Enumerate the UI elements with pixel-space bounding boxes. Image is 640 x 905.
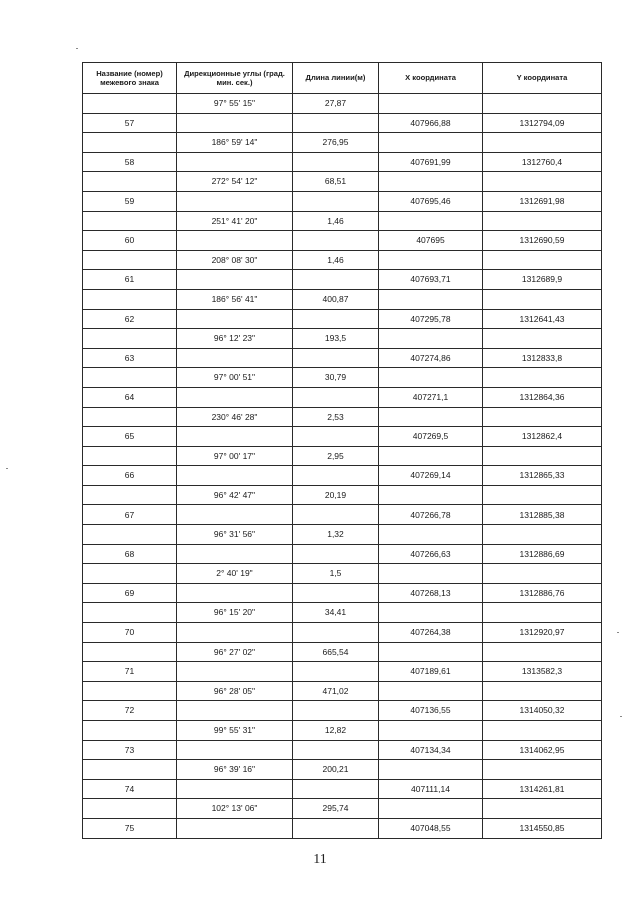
- table-row: [83, 603, 602, 623]
- bearing-cell: 99° 55' 31": [177, 721, 293, 741]
- page-number: 11: [313, 852, 327, 867]
- marker-name-cell: [83, 564, 177, 584]
- table-row: [83, 799, 602, 819]
- x-coordinate-cell: 407266,78: [379, 505, 483, 525]
- marker-name-cell: [83, 329, 177, 349]
- y-coordinate-cell: [483, 525, 602, 545]
- x-coordinate-cell: [379, 211, 483, 231]
- y-coordinate-cell: 1312864,36: [483, 387, 602, 407]
- line-length-cell: [293, 427, 379, 447]
- y-coordinate-cell: 1314550,85: [483, 818, 602, 838]
- bearing-cell: [177, 427, 293, 447]
- marker-name-cell: [83, 172, 177, 192]
- line-length-cell: 295,74: [293, 799, 379, 819]
- line-length-cell: 276,95: [293, 133, 379, 153]
- x-coordinate-cell: [379, 289, 483, 309]
- x-coordinate-cell: 407269,5: [379, 427, 483, 447]
- line-length-cell: 68,51: [293, 172, 379, 192]
- line-length-cell: [293, 779, 379, 799]
- bearing-cell: 272° 54' 12": [177, 172, 293, 192]
- marker-name-cell: 65: [83, 427, 177, 447]
- y-coordinate-cell: 1312885,38: [483, 505, 602, 525]
- line-length-cell: [293, 740, 379, 760]
- table-row: [83, 270, 602, 290]
- marker-name-cell: 68: [83, 544, 177, 564]
- y-coordinate-cell: 1314050,32: [483, 701, 602, 721]
- y-coordinate-cell: 1312691,98: [483, 191, 602, 211]
- table-row: [83, 133, 602, 153]
- bearing-cell: 2° 40' 19": [177, 564, 293, 584]
- line-length-cell: 30,79: [293, 368, 379, 388]
- line-length-cell: 12,82: [293, 721, 379, 741]
- marker-name-cell: [83, 94, 177, 114]
- scan-speck: [76, 48, 78, 49]
- y-coordinate-cell: 1312886,76: [483, 583, 602, 603]
- table-row: [83, 740, 602, 760]
- table-row: [83, 818, 602, 838]
- bearing-cell: 96° 28' 05": [177, 681, 293, 701]
- x-coordinate-cell: [379, 721, 483, 741]
- bearing-cell: 97° 00' 51": [177, 368, 293, 388]
- y-coordinate-cell: 1312862,4: [483, 427, 602, 447]
- marker-name-cell: 64: [83, 387, 177, 407]
- bearing-cell: [177, 466, 293, 486]
- bearing-cell: [177, 662, 293, 682]
- line-length-cell: 193,5: [293, 329, 379, 349]
- bearing-cell: 96° 27' 02": [177, 642, 293, 662]
- marker-name-cell: [83, 681, 177, 701]
- bearing-cell: 96° 15' 20": [177, 603, 293, 623]
- x-coordinate-cell: 407111,14: [379, 779, 483, 799]
- x-coordinate-cell: [379, 564, 483, 584]
- y-coordinate-cell: [483, 289, 602, 309]
- y-coordinate-cell: [483, 603, 602, 623]
- marker-name-cell: 75: [83, 818, 177, 838]
- x-coordinate-cell: 407691,99: [379, 152, 483, 172]
- x-coordinate-cell: 407695: [379, 231, 483, 251]
- bearing-cell: 96° 39' 16": [177, 760, 293, 780]
- line-length-cell: 2,53: [293, 407, 379, 427]
- marker-name-cell: 69: [83, 583, 177, 603]
- bearing-cell: [177, 113, 293, 133]
- x-coordinate-cell: 407695,46: [379, 191, 483, 211]
- x-coordinate-cell: [379, 525, 483, 545]
- y-coordinate-cell: [483, 446, 602, 466]
- bearing-cell: [177, 191, 293, 211]
- line-length-cell: 400,87: [293, 289, 379, 309]
- marker-name-cell: 61: [83, 270, 177, 290]
- x-coordinate-cell: 407271,1: [379, 387, 483, 407]
- bearing-cell: 251° 41' 20": [177, 211, 293, 231]
- marker-name-cell: 71: [83, 662, 177, 682]
- bearing-cell: 96° 12' 23": [177, 329, 293, 349]
- y-coordinate-cell: [483, 94, 602, 114]
- table-row: [83, 662, 602, 682]
- scan-speck: [6, 468, 8, 469]
- x-coordinate-cell: [379, 94, 483, 114]
- table-row: [83, 564, 602, 584]
- y-coordinate-cell: [483, 250, 602, 270]
- marker-name-cell: 72: [83, 701, 177, 721]
- line-length-cell: [293, 309, 379, 329]
- y-coordinate-cell: 1312865,33: [483, 466, 602, 486]
- marker-name-cell: [83, 799, 177, 819]
- marker-name-cell: [83, 368, 177, 388]
- x-coordinate-cell: 407274,86: [379, 348, 483, 368]
- header-line-length: Длина линии(м): [293, 63, 379, 94]
- table-row: [83, 525, 602, 545]
- marker-name-cell: 63: [83, 348, 177, 368]
- line-length-cell: 1,46: [293, 211, 379, 231]
- x-coordinate-cell: [379, 368, 483, 388]
- x-coordinate-cell: 407268,13: [379, 583, 483, 603]
- line-length-cell: 1,46: [293, 250, 379, 270]
- bearing-cell: [177, 544, 293, 564]
- x-coordinate-cell: [379, 133, 483, 153]
- x-coordinate-cell: [379, 485, 483, 505]
- y-coordinate-cell: [483, 642, 602, 662]
- x-coordinate-cell: 407693,71: [379, 270, 483, 290]
- bearing-cell: [177, 740, 293, 760]
- line-length-cell: [293, 270, 379, 290]
- bearing-cell: [177, 387, 293, 407]
- marker-name-cell: [83, 760, 177, 780]
- marker-name-cell: [83, 289, 177, 309]
- marker-name-cell: 62: [83, 309, 177, 329]
- marker-name-cell: [83, 721, 177, 741]
- bearing-cell: 96° 42' 47": [177, 485, 293, 505]
- bearing-cell: 97° 00' 17": [177, 446, 293, 466]
- line-length-cell: [293, 152, 379, 172]
- line-length-cell: 1,32: [293, 525, 379, 545]
- y-coordinate-cell: 1313582,3: [483, 662, 602, 682]
- line-length-cell: [293, 505, 379, 525]
- bearing-cell: [177, 583, 293, 603]
- x-coordinate-cell: [379, 407, 483, 427]
- line-length-cell: [293, 348, 379, 368]
- y-coordinate-cell: 1312794,09: [483, 113, 602, 133]
- bearing-cell: 102° 13' 06": [177, 799, 293, 819]
- line-length-cell: [293, 113, 379, 133]
- bearing-cell: [177, 701, 293, 721]
- bearing-cell: [177, 779, 293, 799]
- y-coordinate-cell: [483, 721, 602, 741]
- marker-name-cell: [83, 485, 177, 505]
- header-bearing: Дирекционные углы (град. мин. сек.): [177, 63, 293, 94]
- y-coordinate-cell: [483, 133, 602, 153]
- table-row: [83, 505, 602, 525]
- y-coordinate-cell: 1312641,43: [483, 309, 602, 329]
- bearing-cell: [177, 231, 293, 251]
- table-row: [83, 152, 602, 172]
- table-row: [83, 329, 602, 349]
- x-coordinate-cell: [379, 250, 483, 270]
- table-row: [83, 446, 602, 466]
- y-coordinate-cell: [483, 172, 602, 192]
- y-coordinate-cell: 1312886,69: [483, 544, 602, 564]
- bearing-cell: 186° 56' 41": [177, 289, 293, 309]
- line-length-cell: [293, 231, 379, 251]
- scan-speck: [617, 632, 619, 633]
- table-row: [83, 113, 602, 133]
- bearing-cell: [177, 309, 293, 329]
- line-length-cell: 665,54: [293, 642, 379, 662]
- table-row: [83, 387, 602, 407]
- header-row: [83, 63, 602, 94]
- line-length-cell: [293, 818, 379, 838]
- line-length-cell: [293, 466, 379, 486]
- y-coordinate-cell: 1312833,8: [483, 348, 602, 368]
- line-length-cell: 27,87: [293, 94, 379, 114]
- y-coordinate-cell: 1312760,4: [483, 152, 602, 172]
- line-length-cell: 2,95: [293, 446, 379, 466]
- y-coordinate-cell: [483, 799, 602, 819]
- table-row: [83, 289, 602, 309]
- y-coordinate-cell: 1314062,95: [483, 740, 602, 760]
- table-row: [83, 681, 602, 701]
- table-row: [83, 407, 602, 427]
- x-coordinate-cell: [379, 172, 483, 192]
- bearing-cell: [177, 505, 293, 525]
- bearing-cell: [177, 348, 293, 368]
- y-coordinate-cell: 1312920,97: [483, 623, 602, 643]
- y-coordinate-cell: [483, 485, 602, 505]
- marker-name-cell: 67: [83, 505, 177, 525]
- table-row: [83, 701, 602, 721]
- x-coordinate-cell: [379, 603, 483, 623]
- table-row: [83, 466, 602, 486]
- marker-name-cell: 57: [83, 113, 177, 133]
- line-length-cell: 20,19: [293, 485, 379, 505]
- header-x-coordinate: X координата: [379, 63, 483, 94]
- marker-name-cell: 73: [83, 740, 177, 760]
- x-coordinate-cell: 407189,61: [379, 662, 483, 682]
- bearing-cell: 97° 55' 15": [177, 94, 293, 114]
- table-header: [83, 63, 602, 94]
- y-coordinate-cell: [483, 564, 602, 584]
- line-length-cell: 471,02: [293, 681, 379, 701]
- marker-name-cell: [83, 603, 177, 623]
- boundary-coordinates-table: [82, 62, 602, 839]
- marker-name-cell: 66: [83, 466, 177, 486]
- table-row: [83, 94, 602, 114]
- x-coordinate-cell: [379, 681, 483, 701]
- y-coordinate-cell: 1312690,59: [483, 231, 602, 251]
- x-coordinate-cell: [379, 446, 483, 466]
- y-coordinate-cell: [483, 681, 602, 701]
- marker-name-cell: [83, 642, 177, 662]
- marker-name-cell: [83, 446, 177, 466]
- marker-name-cell: 59: [83, 191, 177, 211]
- table-row: [83, 642, 602, 662]
- bearing-cell: [177, 818, 293, 838]
- x-coordinate-cell: 407966,88: [379, 113, 483, 133]
- table-row: [83, 231, 602, 251]
- x-coordinate-cell: [379, 760, 483, 780]
- line-length-cell: [293, 662, 379, 682]
- x-coordinate-cell: [379, 329, 483, 349]
- marker-name-cell: [83, 250, 177, 270]
- y-coordinate-cell: 1314261,81: [483, 779, 602, 799]
- bearing-cell: [177, 623, 293, 643]
- header-y-coordinate: Y координата: [483, 63, 602, 94]
- y-coordinate-cell: [483, 407, 602, 427]
- y-coordinate-cell: 1312689,9: [483, 270, 602, 290]
- bearing-cell: 186° 59' 14": [177, 133, 293, 153]
- x-coordinate-cell: 407134,34: [379, 740, 483, 760]
- marker-name-cell: 74: [83, 779, 177, 799]
- x-coordinate-cell: 407266,63: [379, 544, 483, 564]
- marker-name-cell: 60: [83, 231, 177, 251]
- y-coordinate-cell: [483, 329, 602, 349]
- table-row: [83, 721, 602, 741]
- x-coordinate-cell: 407295,78: [379, 309, 483, 329]
- bearing-cell: 208° 08' 30": [177, 250, 293, 270]
- header-marker-name: Название (номер) межевого знака: [83, 63, 177, 94]
- marker-name-cell: 70: [83, 623, 177, 643]
- x-coordinate-cell: [379, 642, 483, 662]
- marker-name-cell: 58: [83, 152, 177, 172]
- table-row: [83, 779, 602, 799]
- x-coordinate-cell: 407269,14: [379, 466, 483, 486]
- line-length-cell: [293, 387, 379, 407]
- x-coordinate-cell: 407048,55: [379, 818, 483, 838]
- table-row: [83, 544, 602, 564]
- bearing-cell: 230° 46' 28": [177, 407, 293, 427]
- table-body: [83, 94, 602, 839]
- table-row: [83, 368, 602, 388]
- x-coordinate-cell: [379, 799, 483, 819]
- table-row: [83, 760, 602, 780]
- marker-name-cell: [83, 211, 177, 231]
- table-row: [83, 583, 602, 603]
- bearing-cell: [177, 152, 293, 172]
- bearing-cell: [177, 270, 293, 290]
- scan-speck: [620, 716, 622, 717]
- line-length-cell: 1,5: [293, 564, 379, 584]
- bearing-cell: 96° 31' 56": [177, 525, 293, 545]
- table-row: [83, 211, 602, 231]
- table-row: [83, 191, 602, 211]
- y-coordinate-cell: [483, 211, 602, 231]
- line-length-cell: [293, 623, 379, 643]
- line-length-cell: [293, 583, 379, 603]
- line-length-cell: [293, 544, 379, 564]
- table-row: [83, 348, 602, 368]
- table-row: [83, 427, 602, 447]
- line-length-cell: [293, 701, 379, 721]
- y-coordinate-cell: [483, 368, 602, 388]
- line-length-cell: [293, 191, 379, 211]
- line-length-cell: 200,21: [293, 760, 379, 780]
- x-coordinate-cell: 407136,55: [379, 701, 483, 721]
- table-row: [83, 485, 602, 505]
- line-length-cell: 34,41: [293, 603, 379, 623]
- marker-name-cell: [83, 133, 177, 153]
- y-coordinate-cell: [483, 760, 602, 780]
- marker-name-cell: [83, 525, 177, 545]
- table-row: [83, 250, 602, 270]
- table-row: [83, 623, 602, 643]
- x-coordinate-cell: 407264,38: [379, 623, 483, 643]
- table-row: [83, 172, 602, 192]
- table-row: [83, 309, 602, 329]
- marker-name-cell: [83, 407, 177, 427]
